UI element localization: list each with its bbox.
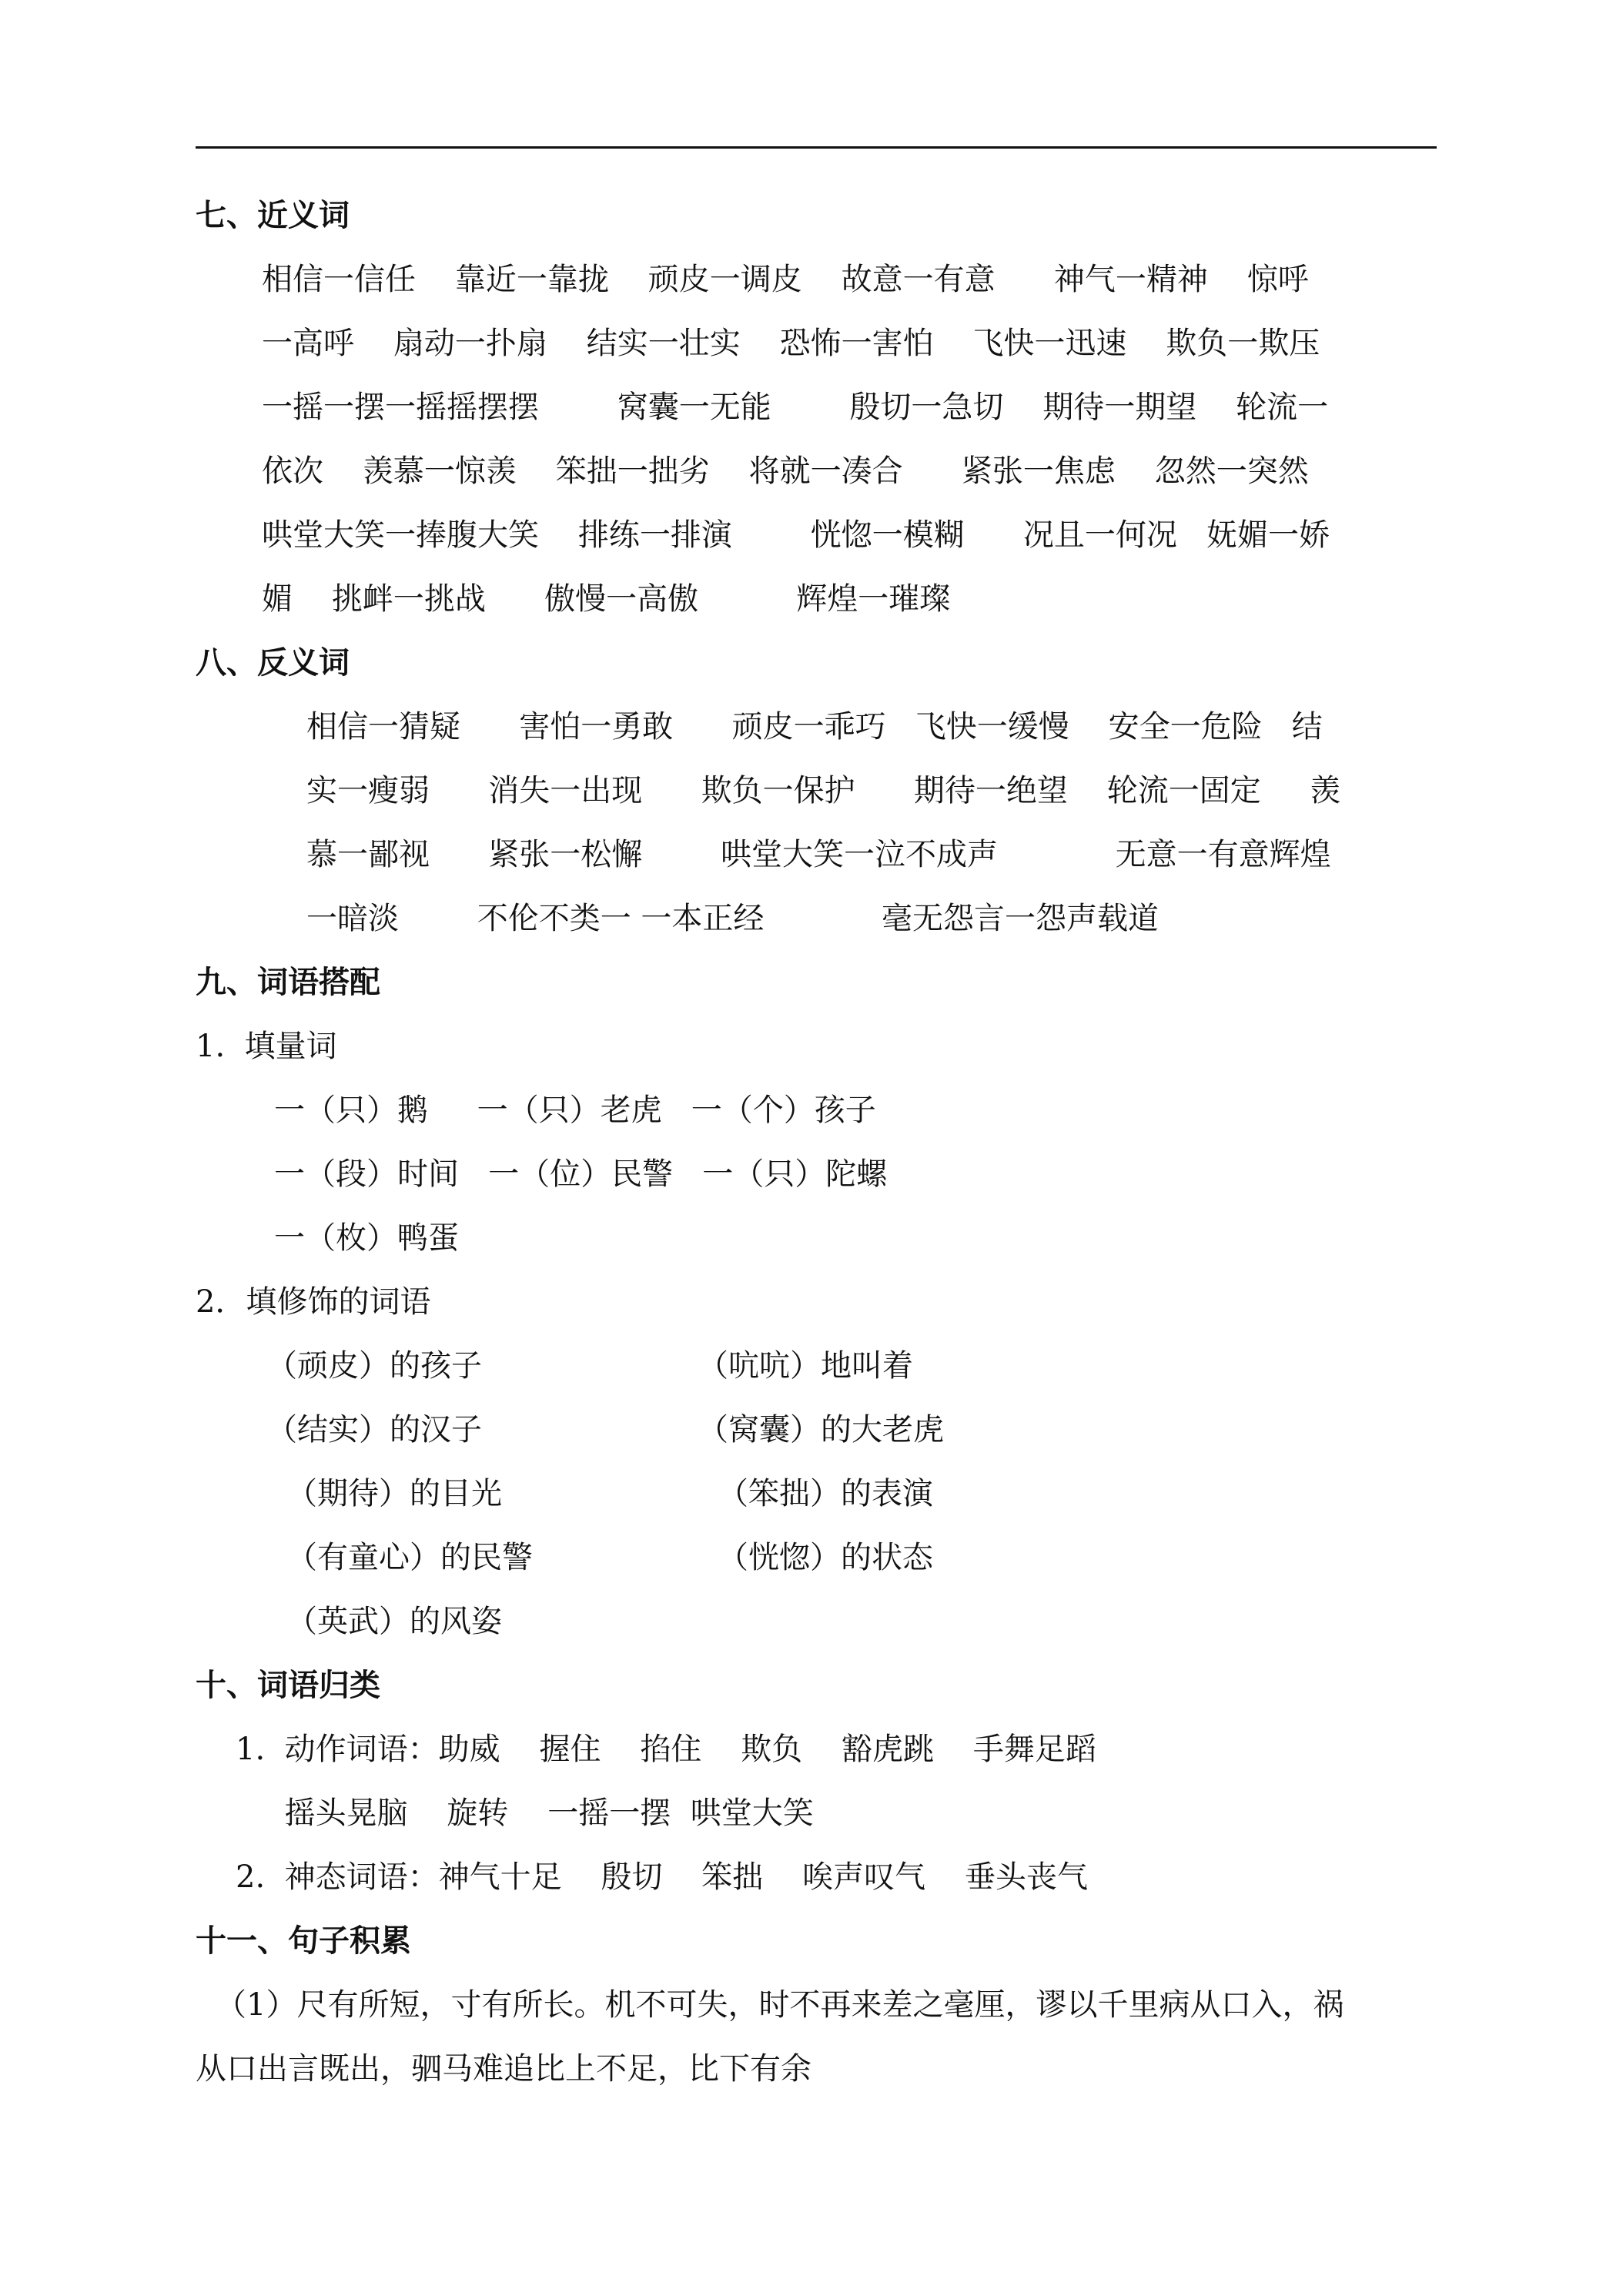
synonym-line: 依次 羡慕一惊羡 笨拙一拙劣 将就一凑合 紧张一焦虑 忽然一突然 xyxy=(262,454,1309,489)
measure-word-line: 一（段）时间 一（位）民警 一（只）陀螺 xyxy=(274,1156,888,1192)
synonym-line: 一高呼 扇动一扑扇 结实一壮实 恐怖一害怕 飞快一迅速 欺负一欺压 xyxy=(262,326,1320,361)
section-heading-synonyms: 七、近义词 xyxy=(196,198,350,233)
modifier-left: （有童心）的民警 xyxy=(286,1540,533,1575)
measure-word-line: 一（只）鹅 一（只）老虎 一（个）孩子 xyxy=(274,1093,876,1128)
synonym-line: 媚 挑衅一挑战 傲慢一高傲 辉煌一璀璨 xyxy=(262,581,951,617)
modifier-left: （期待）的目光 xyxy=(286,1476,502,1511)
modifier-left: （英武）的风姿 xyxy=(286,1604,502,1639)
modifier-left: （顽皮）的孩子 xyxy=(266,1348,482,1384)
classify-line: 2. 神态词语：神气十足 殷切 笨拙 唉声叹气 垂头丧气 xyxy=(236,1859,1089,1895)
section-heading-antonyms: 八、反义词 xyxy=(196,645,350,681)
antonym-line: 相信一猜疑 害怕一勇敢 顽皮一乖巧 飞快一缓慢 安全一危险 结 xyxy=(306,709,1323,745)
modifier-right: （窝囊）的大老虎 xyxy=(698,1412,944,1448)
subsection-title-measure-words: 1. 填量词 xyxy=(196,1029,337,1064)
section-heading-collocation: 九、词语搭配 xyxy=(196,965,380,1000)
sentence-line: （1）尺有所短，寸有所长。机不可失，时不再来差之毫厘，谬以千里病从口入，祸 xyxy=(216,1987,1344,2023)
synonym-line: 相信一信任 靠近一靠拢 顽皮一调皮 故意一有意 神气一精神 惊呼 xyxy=(262,262,1309,297)
classify-line: 1. 动作词语：助威 握住 掐住 欺负 豁虎跳 手舞足蹈 xyxy=(236,1732,1096,1767)
section-heading-classify: 十、词语归类 xyxy=(196,1668,380,1703)
measure-word-line: 一（枚）鸭蛋 xyxy=(274,1220,459,1256)
synonym-line: 哄堂大笑一捧腹大笑 排练一排演 恍惚一模糊 况且一何况 妩媚一娇 xyxy=(262,517,1330,553)
modifier-left: （结实）的汉子 xyxy=(266,1412,482,1448)
antonym-line: 实一瘦弱 消失一出现 欺负一保护 期待一绝望 轮流一固定 羡 xyxy=(306,773,1341,808)
modifier-right: （吭吭）地叫着 xyxy=(698,1348,913,1384)
modifier-right: （恍惚）的状态 xyxy=(718,1540,933,1575)
section-heading-sentences: 十一、句子积累 xyxy=(196,1923,411,1959)
modifier-right: （笨拙）的表演 xyxy=(718,1476,933,1511)
header-rule xyxy=(196,146,1437,149)
subsection-title-modifiers: 2．填修饰的词语 xyxy=(196,1284,431,1320)
classify-line: 摇头晃脑 旋转 一摇一摆 哄堂大笑 xyxy=(236,1796,814,1831)
antonym-line: 一暗淡 不伦不类一 一本正经 毫无怨言一怨声载道 xyxy=(306,901,1160,936)
sentence-line: 从口出言既出，驷马难追比上不足，比下有余 xyxy=(196,2051,812,2087)
antonym-line: 慕一鄙视 紧张一松懈 哄堂大笑一泣不成声 无意一有意辉煌 xyxy=(306,837,1331,872)
synonym-line: 一摇一摆一摇摇摆摆 窝囊一无能 殷切一急切 期待一期望 轮流一 xyxy=(262,390,1329,425)
